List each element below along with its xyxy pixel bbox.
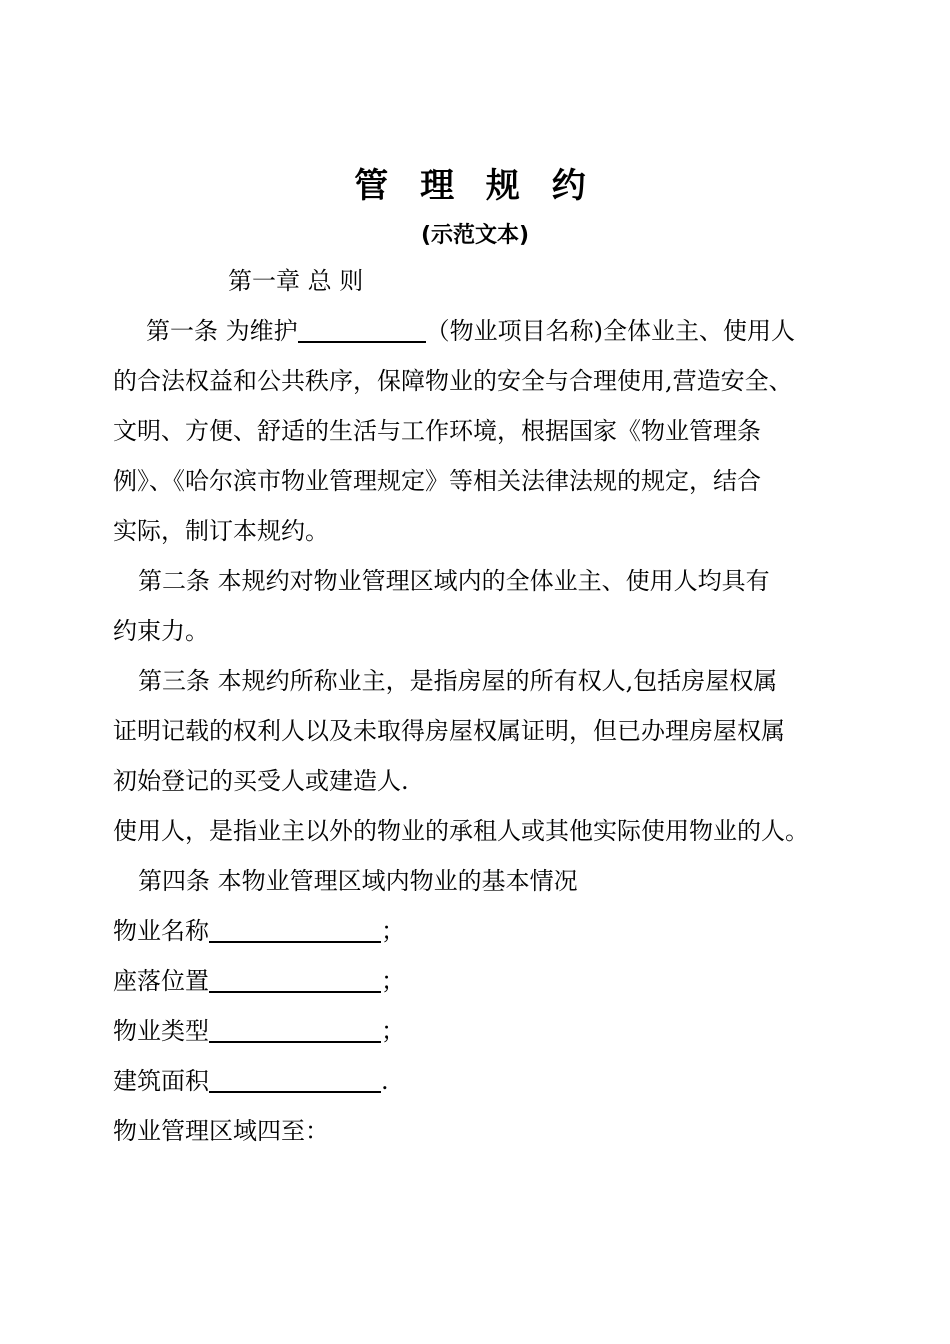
field-property-name [113, 916, 405, 946]
article3-line1: 第三条 本规约所称业主，是指房屋的所有权人,包括房屋权属 [138, 667, 778, 695]
article2-line2: 约束力。 [113, 617, 209, 645]
property-type-blank [209, 1019, 381, 1043]
field-end: . [381, 1067, 389, 1095]
article1-line2: 的合法权益和公共秩序，保障物业的安全与合理使用,营造安全、 [113, 367, 793, 395]
article3-line3: 初始登记的买受人或建造人. [113, 767, 409, 795]
field-end: ； [381, 917, 405, 945]
field-label: 建筑面积 [113, 1067, 209, 1095]
field-end: ； [381, 1017, 405, 1045]
article1-line3: 文明、方便、舒适的生活与工作环境，根据国家《物业管理条 [113, 417, 761, 445]
property-name-blank [209, 919, 381, 943]
boundary-line: 物业管理区域四至： [113, 1117, 329, 1145]
chapter-heading: 第一章 总 则 [228, 267, 364, 295]
article1-line1 [146, 316, 795, 346]
article1-prefix: 第一条 为维护 [146, 317, 298, 345]
field-end: ； [381, 967, 405, 995]
building-area-blank [209, 1069, 381, 1093]
article4-line1: 第四条 本物业管理区域内物业的基本情况 [138, 867, 578, 895]
document-subtitle: (示范文本) [420, 223, 530, 248]
article3-line2: 证明记载的权利人以及未取得房屋权属证明，但已办理房屋权属 [113, 717, 785, 745]
document-title: 管 理 规 约 [354, 166, 596, 206]
field-label: 物业名称 [113, 917, 209, 945]
article2-line1: 第二条 本规约对物业管理区域内的全体业主、使用人均具有 [138, 567, 770, 595]
field-label: 物业类型 [113, 1017, 209, 1045]
article1-suffix: （物业项目名称)全体业主、使用人 [425, 317, 796, 345]
article1-line4: 例》、《哈尔滨市物业管理规定》等相关法律法规的规定，结合 [113, 467, 761, 495]
article1-line5: 实际，制订本规约。 [113, 517, 329, 545]
field-property-type [113, 1016, 405, 1046]
field-building-area [113, 1066, 389, 1096]
field-location [113, 966, 405, 996]
project-name-blank [298, 319, 426, 343]
field-label: 座落位置 [113, 967, 209, 995]
article3-line4: 使用人，是指业主以外的物业的承租人或其他实际使用物业的人。 [113, 817, 809, 845]
location-blank [209, 969, 381, 993]
